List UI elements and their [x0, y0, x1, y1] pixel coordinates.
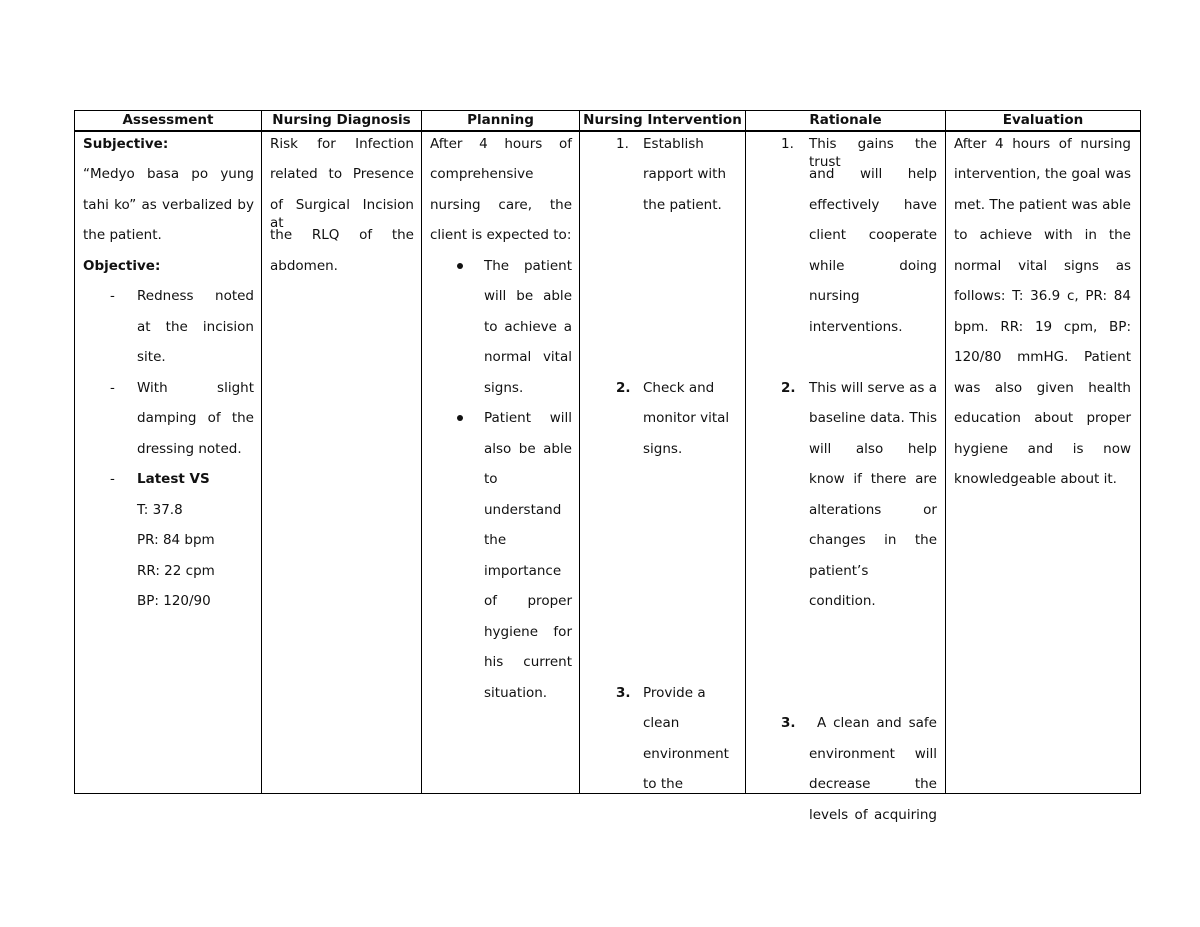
planning-goal-line: signs.	[484, 380, 524, 396]
planning-goal-line: the	[484, 532, 507, 548]
care-plan-row	[75, 131, 1141, 794]
planning-goal-line: to achieve a	[484, 319, 572, 335]
planning-goal-line: The patient	[484, 258, 572, 274]
bullet-icon	[457, 415, 463, 421]
planning-goal-line: importance	[484, 563, 562, 579]
intervention-line: monitor vital	[643, 410, 730, 426]
number-marker: 3.	[616, 685, 631, 701]
objective-item-line: With slight	[137, 380, 254, 396]
diagnosis-line: abdomen.	[270, 258, 338, 274]
header-planning: Planning	[422, 111, 580, 132]
rationale-line: changes in the	[809, 532, 937, 548]
assessment-cell	[75, 131, 262, 794]
rationale-line: client cooperate	[809, 227, 937, 243]
objective-item-line: Redness noted	[137, 288, 254, 304]
number-marker: 2.	[616, 380, 631, 396]
rationale-line: This gains the trust	[809, 136, 937, 170]
evaluation-line: hygiene and is now	[954, 441, 1131, 457]
rationale-line: will also help	[809, 441, 937, 457]
nursing-care-plan-table	[74, 110, 1141, 823]
rationale-line: nursing	[809, 288, 860, 304]
planning-goal-line: situation.	[484, 685, 548, 701]
evaluation-line: After 4 hours of nursing	[954, 136, 1131, 152]
rationale-line: alterations or	[809, 502, 937, 518]
rationale-line: know if there are	[809, 471, 937, 487]
diagnosis-line: the RLQ of the	[270, 227, 414, 243]
planning-goal-line: of proper	[484, 593, 572, 609]
rationale-line: patient’s	[809, 563, 869, 579]
planning-intro-line: nursing care, the	[430, 197, 572, 213]
rationale-line: This will serve as a	[809, 380, 937, 396]
subjective-line: “Medyo basa po yung	[83, 166, 254, 182]
header-rationale: Rationale	[746, 111, 946, 132]
intervention-line: to the	[643, 776, 683, 792]
planning-goal-line: his current	[484, 654, 572, 670]
diagnosis-line: related to Presence	[270, 166, 414, 182]
header-nursing-diagnosis: Nursing Diagnosis	[262, 111, 422, 132]
intervention-line: Establish	[643, 136, 704, 152]
objective-item-line: at the incision	[137, 319, 254, 335]
rationale-line: levels of acquiring	[809, 807, 937, 823]
number-marker: 1.	[781, 136, 794, 152]
rationale-line: condition.	[809, 593, 876, 609]
subjective-line: tahi ko” as verbalized by	[83, 197, 254, 213]
evaluation-line: bpm. RR: 19 cpm, BP:	[954, 319, 1131, 335]
number-marker: 2.	[781, 380, 796, 396]
vs-label: Latest VS	[137, 471, 210, 487]
rationale-line: environment will	[809, 746, 937, 762]
planning-goal-line: to	[484, 471, 498, 487]
evaluation-line: knowledgeable about it.	[954, 471, 1117, 487]
rationale-line: while doing	[809, 258, 937, 274]
intervention-line: rapport with	[643, 166, 726, 182]
evaluation-cell	[946, 131, 1141, 794]
planning-goal-line: understand	[484, 502, 562, 518]
intervention-line: environment	[643, 746, 729, 762]
diagnosis-line: of Surgical Incision at	[270, 197, 414, 231]
bullet-icon	[457, 263, 463, 269]
number-marker: 3.	[781, 715, 796, 731]
planning-goal-line: also be able	[484, 441, 572, 457]
number-marker: 1.	[616, 136, 629, 152]
vs-value: PR: 84 bpm	[137, 532, 215, 548]
objective-item-line: dressing noted.	[137, 441, 242, 457]
intervention-line: signs.	[643, 441, 683, 457]
planning-goal-line: will be able	[484, 288, 572, 304]
planning-intro-line: client is expected to:	[430, 227, 572, 243]
rationale-line: baseline data. This	[809, 410, 937, 426]
subjective-label: Subjective:	[83, 136, 169, 152]
planning-cell	[422, 131, 580, 794]
planning-goal-line: Patient will	[484, 410, 572, 426]
diagnosis-cell	[262, 131, 422, 794]
rationale-line: and will help	[809, 166, 937, 182]
rationale-cell	[746, 131, 946, 823]
subjective-line: the patient.	[83, 227, 162, 243]
evaluation-line: normal vital signs as	[954, 258, 1131, 274]
rationale-line: decrease the	[809, 776, 937, 792]
vs-value: RR: 22 cpm	[137, 563, 215, 579]
evaluation-line: 120/80 mmHG. Patient	[954, 349, 1131, 365]
evaluation-line: was also given health	[954, 380, 1131, 396]
intervention-line: Check and	[643, 380, 715, 396]
diagnosis-line: Risk for Infection	[270, 136, 414, 152]
evaluation-line: education about proper	[954, 410, 1131, 426]
planning-goal-line: hygiene for	[484, 624, 572, 640]
objective-label: Objective:	[83, 258, 161, 274]
rationale-line: interventions.	[809, 319, 903, 335]
dash-marker: -	[110, 380, 115, 396]
header-nursing-intervention: Nursing Intervention	[580, 111, 746, 132]
header-row	[75, 111, 1141, 132]
planning-intro-line: comprehensive	[430, 166, 534, 182]
evaluation-line: intervention, the goal was	[954, 166, 1131, 182]
objective-item-line: site.	[137, 349, 166, 365]
rationale-line: A clean and safe	[817, 715, 937, 731]
intervention-line: clean	[643, 715, 680, 731]
dash-marker: -	[110, 471, 115, 487]
header-assessment: Assessment	[75, 111, 262, 132]
rationale-line: effectively have	[809, 197, 937, 213]
intervention-cell	[580, 131, 746, 794]
planning-intro-line: After 4 hours of	[430, 136, 572, 152]
evaluation-line: follows: T: 36.9 c, PR: 84	[954, 288, 1131, 304]
vs-value: BP: 120/90	[137, 593, 211, 609]
intervention-line: Provide a	[643, 685, 706, 701]
objective-item-line: damping of the	[137, 410, 254, 426]
vs-value: T: 37.8	[137, 502, 183, 518]
header-evaluation: Evaluation	[946, 111, 1141, 132]
intervention-line: the patient.	[643, 197, 722, 213]
evaluation-line: to achieve with in the	[954, 227, 1131, 243]
planning-goal-line: normal vital	[484, 349, 572, 365]
dash-marker: -	[110, 288, 115, 304]
evaluation-line: met. The patient was able	[954, 197, 1131, 213]
